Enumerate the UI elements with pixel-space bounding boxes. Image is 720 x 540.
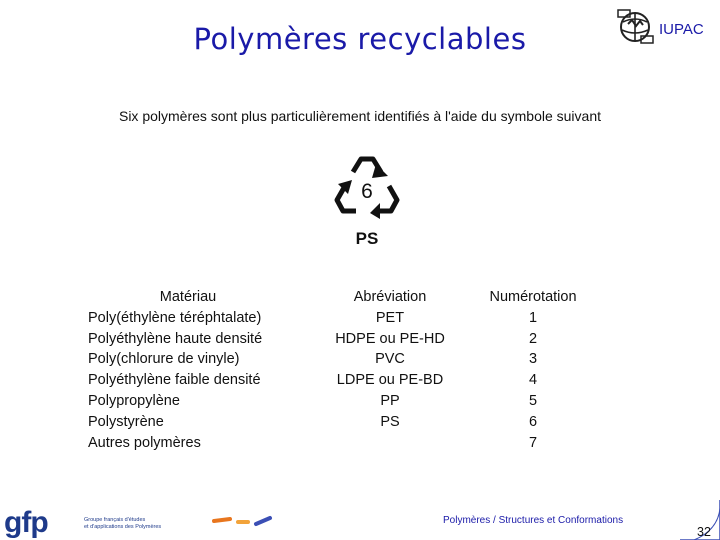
page-number: 32: [697, 525, 711, 539]
recycle-code: PS: [355, 229, 379, 248]
number-header: Numérotation: [489, 289, 577, 305]
abbreviation-header: Abréviation: [353, 289, 427, 305]
material-item: Poly(éthylène téréphtalate): [88, 309, 262, 326]
iupac-logo-icon: [614, 6, 656, 48]
number-item: 1: [528, 309, 538, 326]
number-item: 2: [528, 330, 538, 347]
abbreviation-item: PVC: [375, 351, 405, 368]
material-header: Matériau: [159, 289, 217, 305]
numbers-column: [478, 287, 588, 453]
number-item: 3: [528, 351, 538, 368]
abbreviation-item: PP: [380, 392, 400, 409]
number-item: 5: [528, 392, 538, 409]
material-item: Autres polymères: [88, 434, 201, 451]
materials-column: [88, 287, 288, 453]
number-item: 7: [528, 434, 538, 451]
abbreviations-column: [320, 287, 460, 433]
material-item: Polyéthylène faible densité: [88, 372, 261, 389]
footer-text: Polymères / Structures et Conformations: [443, 515, 624, 526]
number-item: 6: [528, 413, 538, 430]
gfp-logo-subtitle: Groupe français d'études et d'applications des Polymères: [84, 517, 162, 530]
abbreviation-item: LDPE ou PE-BD: [336, 372, 444, 389]
material-item: Polypropylène: [88, 392, 180, 409]
material-item: Polyéthylène haute densité: [88, 330, 263, 347]
material-item: Poly(chlorure de vinyle): [88, 351, 240, 368]
number-item: 4: [528, 372, 538, 389]
recycling-symbol-icon: [326, 150, 408, 248]
abbreviation-item: HDPE ou PE-HD: [335, 330, 445, 347]
gfp-logo: gfp: [4, 506, 48, 539]
abbreviation-item: PET: [375, 309, 405, 326]
slide-title: Polymères recyclables: [193, 22, 527, 56]
recycle-number: 6: [361, 180, 373, 203]
decorative-dashes-icon: [212, 514, 274, 528]
abbreviation-item: PS: [380, 413, 400, 430]
material-item: Polystyrène: [88, 413, 164, 430]
intro-text: Six polymères sont plus particulièrement identifiés à l'aide du symbole suivant: [118, 108, 602, 124]
iupac-label: IUPAC: [659, 21, 704, 38]
